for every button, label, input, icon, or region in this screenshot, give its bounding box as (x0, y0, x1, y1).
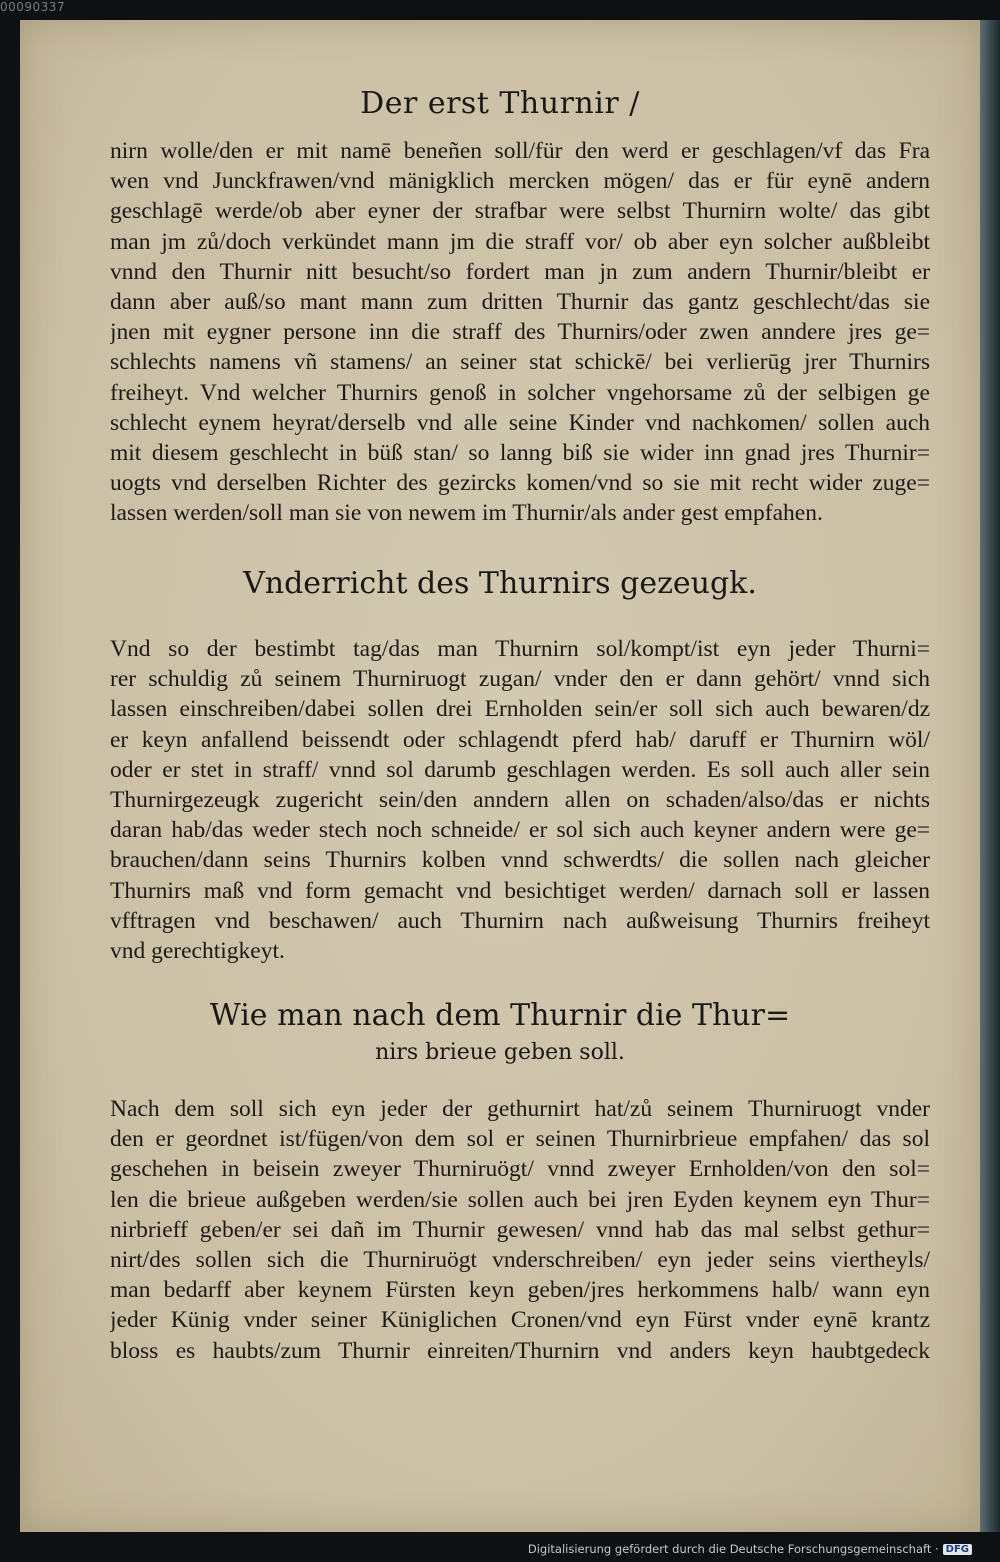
text-line: geschlagē werde/ob aber eyner der strafbar were selbst Thurnirn wolte/ das gibt (110, 198, 930, 225)
text-line: Vnd so der bestimbt tag/das man Thurnirn sol/kompt/ist eyn jeder Thurni= (110, 636, 930, 662)
text-line: Nach dem soll sich eyn jeder der gethurnirt hat/zů seinem Thurniruogt vnder (110, 1096, 930, 1122)
text-line: schlecht eynem heyrat/derselb vnd alle seine Kinder vnd nachkomen/ sollen auch (110, 409, 930, 436)
text-line: vnd gerechtigkeyt. (110, 938, 285, 965)
credit-text: Digitalisierung gefördert durch die Deutsche Forschungsgemeinschaft · (527, 1542, 939, 1556)
text-line: vnnd den Thurnir nitt besucht/so fordert man jn zum andern Thurnir/bleibt er (110, 258, 930, 285)
text-line: den er geordnet ist/fügen/von dem sol er seinen Thurnirbrieue empfahen/ das sol (110, 1126, 930, 1153)
text-line: freiheyt. Vnd welcher Thurnirs genoß in solcher vngehorsame zů der selbigen ge (110, 379, 930, 406)
text-line: vfftragen vnd beschawen/ auch Thurnirn nach außweisung Thurnirs freiheyt (110, 907, 930, 934)
section-heading-1: Vnderricht des Thurnirs gezeugk. (243, 566, 757, 601)
text-line: schlechts namens vñ stamens/ an seiner stat schickē/ bei verlierūg jrer Thurnirs (110, 349, 930, 376)
paragraph-block-1 (110, 136, 930, 529)
text-line: mit diesem geschlecht in büß stan/ so lanng biß sie wider inn gnad jres Thurnir= (110, 440, 930, 467)
document-page (20, 20, 980, 1532)
text-line: man jm zů/doch verkündet mann jm die straff vor/ ob aber eyn solcher außbleibt (110, 228, 930, 255)
dfg-logo: DFG (943, 1544, 972, 1555)
text-line: oder er stet in straff/ vnnd sol darumb geschlagen werden. Es soll auch aller sein (110, 756, 930, 783)
footer-credit (528, 1542, 972, 1556)
text-line: Thurnirs maß vnd form gemacht vnd besichtiget werden/ darnach soll er lassen (110, 877, 930, 904)
text-line: nirbrieff geben/er sei dañ im Thurnir gewesen/ vnnd hab das mal selbst gethur= (110, 1216, 930, 1243)
text-line: lassen werden/soll man sie von newem im Thurnir/als ander gest empfahen. (110, 500, 823, 527)
corner-id: 00090337 (0, 0, 66, 14)
text-line: geschehen in beisein zweyer Thurniruögt/ vnnd zweyer Ernholden/von den sol= (110, 1156, 930, 1183)
text-line: jeder Künig vnder seiner Küniglichen Cronen/vnd eyn Fürst vnder eynē krantz (110, 1307, 930, 1334)
text-line: Thurnirgezeugk zugericht sein/den anndern allen on schaden/also/das er nichts (110, 787, 930, 814)
text-line: daran hab/das weder stech noch schneide/ er sol sich auch keyner andern were ge= (110, 817, 930, 844)
section-heading-2-continuation: nirs brieue geben soll. (375, 1040, 625, 1065)
text-line: nirt/des sollen sich die Thurniruögt vnderschreiben/ eyn jeder seins viertheyls/ (110, 1247, 930, 1274)
text-line: dann aber auß/so mant mann zum dritten Thurnir das gantz geschlecht/das sie (110, 289, 930, 316)
running-head: Der erst Thurnir / (360, 86, 640, 121)
text-line: uogts vnd derselben Richter des gezircks komen/vnd so sie mit recht wider zuge= (110, 470, 930, 497)
text-line: jnen mit eygner persone inn die straff des Thurnirs/oder zwen anndere jres ge= (110, 319, 930, 346)
text-line: wen vnd Junckfrawen/vnd mänigklich mercken mögen/ das er für eynē andern (110, 168, 930, 195)
paragraph-block-2 (110, 634, 930, 966)
text-line: lassen einschreiben/dabei sollen drei Ernholden sein/er soll sich auch bewaren/dz (110, 696, 930, 723)
text-line: er keyn anfallend beissendt oder schlagendt pferd hab/ daruff er Thurnirn wöl/ (110, 726, 930, 753)
book-spine-edge (980, 20, 1000, 1532)
text-line: brauchen/dann seins Thurnirs kolben vnnd schwerdts/ die sollen nach gleicher (110, 847, 930, 874)
text-line: nirn wolle/den er mit namē beneñen soll/für den werd er geschlagen/vf das Fra (110, 138, 930, 164)
text-line: bloss es haubts/zum Thurnir einreiten/Thurnirn vnd anders keyn haubtgedeck (110, 1337, 930, 1364)
text-line: len die brieue außgeben werden/sie sollen auch bei jren Eyden keynem eyn Thur= (110, 1186, 930, 1213)
section-heading-2: Wie man nach dem Thurnir die Thur= (209, 998, 791, 1033)
paragraph-block-3 (110, 1094, 930, 1366)
text-line: man bedarff aber keynem Fürsten keyn geben/jres herkommens halb/ wann eyn (110, 1277, 930, 1304)
text-line: rer schuldig zů seinem Thurniruogt zugan/ vnder den er dann gehört/ vnnd sich (110, 666, 930, 693)
